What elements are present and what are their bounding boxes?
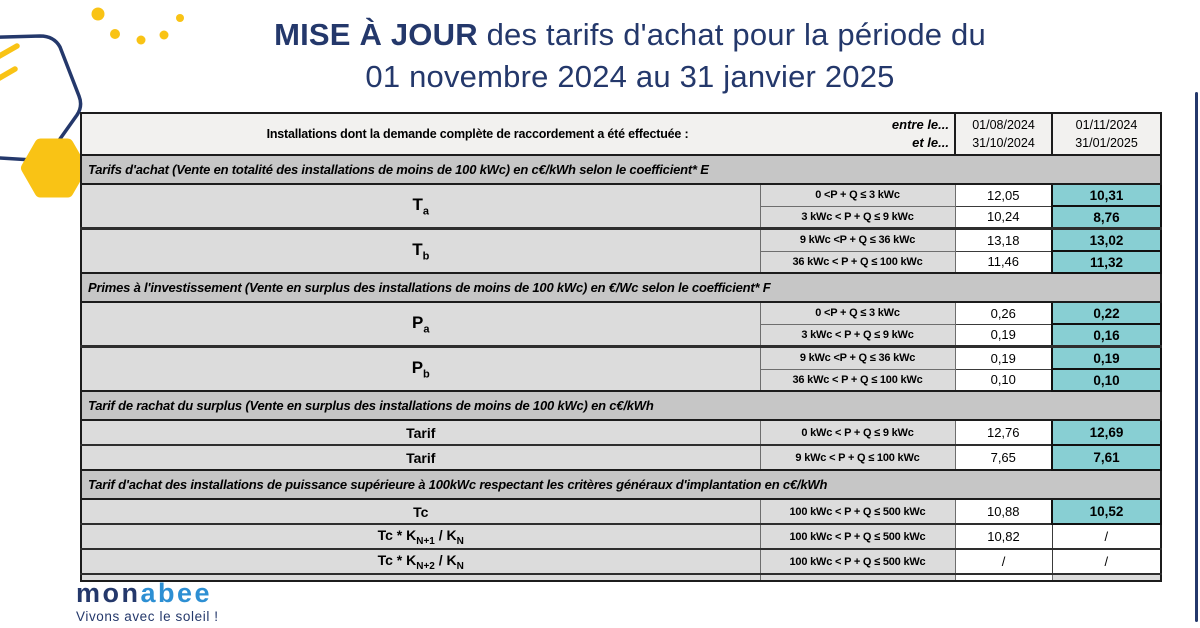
table-row — [81, 420, 1161, 445]
condition-cell: 3 kWc < P + Q ≤ 9 kWc — [760, 206, 955, 229]
section-title: Tarifs d'achat (Vente en totalité des installations de moins de 100 kWc) en c€/kWh selon le coefficient* E — [81, 155, 1161, 184]
header-period-old: 01/08/2024 31/10/2024 — [955, 113, 1052, 155]
new-value-cell: / — [1052, 524, 1161, 549]
monabee-logo — [76, 580, 219, 624]
section-header-row — [81, 391, 1161, 420]
old-value-cell: 10,82 — [955, 524, 1052, 549]
title-highlight: MISE À JOUR — [274, 17, 478, 52]
section-header-row — [81, 155, 1161, 184]
tariff-table — [80, 112, 1162, 582]
condition-cell: 36 kWc < P + Q ≤ 100 kWc — [760, 369, 955, 391]
condition-cell: 9 kWc < P + Q ≤ 100 kWc — [760, 445, 955, 470]
condition-cell: 36 kWc < P + Q ≤ 100 kWc — [760, 251, 955, 273]
old-value-cell: 10,24 — [955, 206, 1052, 229]
new-value-cell: 0,10 — [1052, 369, 1161, 391]
old-value-cell: 0,19 — [955, 324, 1052, 347]
table-row — [81, 184, 1161, 206]
old-value-cell: 0,26 — [955, 302, 1052, 324]
row-label: $P_a$ — [81, 302, 760, 347]
right-edge-decoration — [1195, 92, 1198, 622]
section-header-row — [81, 273, 1161, 302]
table-row — [81, 347, 1161, 370]
old-value-cell: 0,10 — [955, 369, 1052, 391]
row-label: $T_b$ — [81, 229, 760, 274]
condition-cell: 100 kWc < P + Q ≤ 500 kWc — [760, 549, 955, 574]
header-period-new: 01/11/2024 31/01/2025 — [1052, 113, 1161, 155]
row-label: $T_a$ — [81, 184, 760, 229]
header-main-cell — [81, 113, 955, 155]
title-rest: des tarifs d'achat pour la période du — [477, 17, 986, 52]
section-title: Tarif d'achat des installations de puissance supérieure à 100kWc respectant les critères généraux d'implantation en c€/kWh — [81, 470, 1161, 499]
title-line1 — [170, 14, 1090, 56]
condition-cell: 9 kWc <P + Q ≤ 36 kWc — [760, 347, 955, 370]
table-header-row — [81, 113, 1161, 155]
new-value-cell: 8,76 — [1052, 206, 1161, 229]
row-label: Tc * $K_{N+1} / K_N$ — [81, 524, 760, 549]
condition-cell: 100 kWc < P + Q ≤ 500 kWc — [760, 499, 955, 524]
old-value-cell: 12,05 — [955, 184, 1052, 206]
section-title: Tarif de rachat du surplus (Vente en surplus des installations de moins de 100 kWc) en c€/kWh — [81, 391, 1161, 420]
new-value-cell: / — [1052, 549, 1161, 574]
condition-cell: 0 kWc < P + Q ≤ 9 kWc — [760, 420, 955, 445]
row-label: Tarif — [81, 420, 760, 445]
old-value-cell: 10,88 — [955, 499, 1052, 524]
old-value-cell: 12,76 — [955, 420, 1052, 445]
title-line2: 01 novembre 2024 au 31 janvier 2025 — [365, 59, 895, 94]
table-row — [81, 445, 1161, 470]
condition-cell: 0 <P + Q ≤ 3 kWc — [760, 184, 955, 206]
cutoff-row — [81, 574, 1161, 581]
row-label: Tc — [81, 499, 760, 524]
new-value-cell: 7,61 — [1052, 445, 1161, 470]
table-row — [81, 499, 1161, 524]
old-value-cell: / — [955, 549, 1052, 574]
page-title — [170, 14, 1090, 98]
old-value-cell: 7,65 — [955, 445, 1052, 470]
table-row — [81, 302, 1161, 324]
header-label: Installations dont la demande complète de raccordement a été effectuée : — [266, 127, 689, 141]
condition-cell: 0 <P + Q ≤ 3 kWc — [760, 302, 955, 324]
new-value-cell: 10,52 — [1052, 499, 1161, 524]
row-label: Tc * $K_{N+2} / K_N$ — [81, 549, 760, 574]
condition-cell: 100 kWc < P + Q ≤ 500 kWc — [760, 524, 955, 549]
new-value-cell: 12,69 — [1052, 420, 1161, 445]
table-row — [81, 524, 1161, 549]
table-row — [81, 549, 1161, 574]
header-entre-et: entre le... et le... — [891, 117, 949, 150]
new-value-cell: 10,31 — [1052, 184, 1161, 206]
table-row — [81, 229, 1161, 252]
new-value-cell: 0,16 — [1052, 324, 1161, 347]
row-label: $P_b$ — [81, 347, 760, 392]
new-value-cell: 13,02 — [1052, 229, 1161, 252]
old-value-cell: 11,46 — [955, 251, 1052, 273]
new-value-cell: 0,22 — [1052, 302, 1161, 324]
new-value-cell: 11,32 — [1052, 251, 1161, 273]
row-label: Tarif — [81, 445, 760, 470]
new-value-cell: 0,19 — [1052, 347, 1161, 370]
condition-cell: 3 kWc < P + Q ≤ 9 kWc — [760, 324, 955, 347]
section-header-row — [81, 470, 1161, 499]
condition-cell: 9 kWc <P + Q ≤ 36 kWc — [760, 229, 955, 252]
old-value-cell: 13,18 — [955, 229, 1052, 252]
section-title: Primes à l'investissement (Vente en surplus des installations de moins de 100 kWc) en €/Wc selon le coefficient* F — [81, 273, 1161, 302]
logo-tagline: Vivons avec le soleil ! — [76, 609, 219, 624]
hexagon-icon — [27, 145, 81, 192]
logo-wordmark: monabee — [76, 578, 213, 608]
old-value-cell: 0,19 — [955, 347, 1052, 370]
